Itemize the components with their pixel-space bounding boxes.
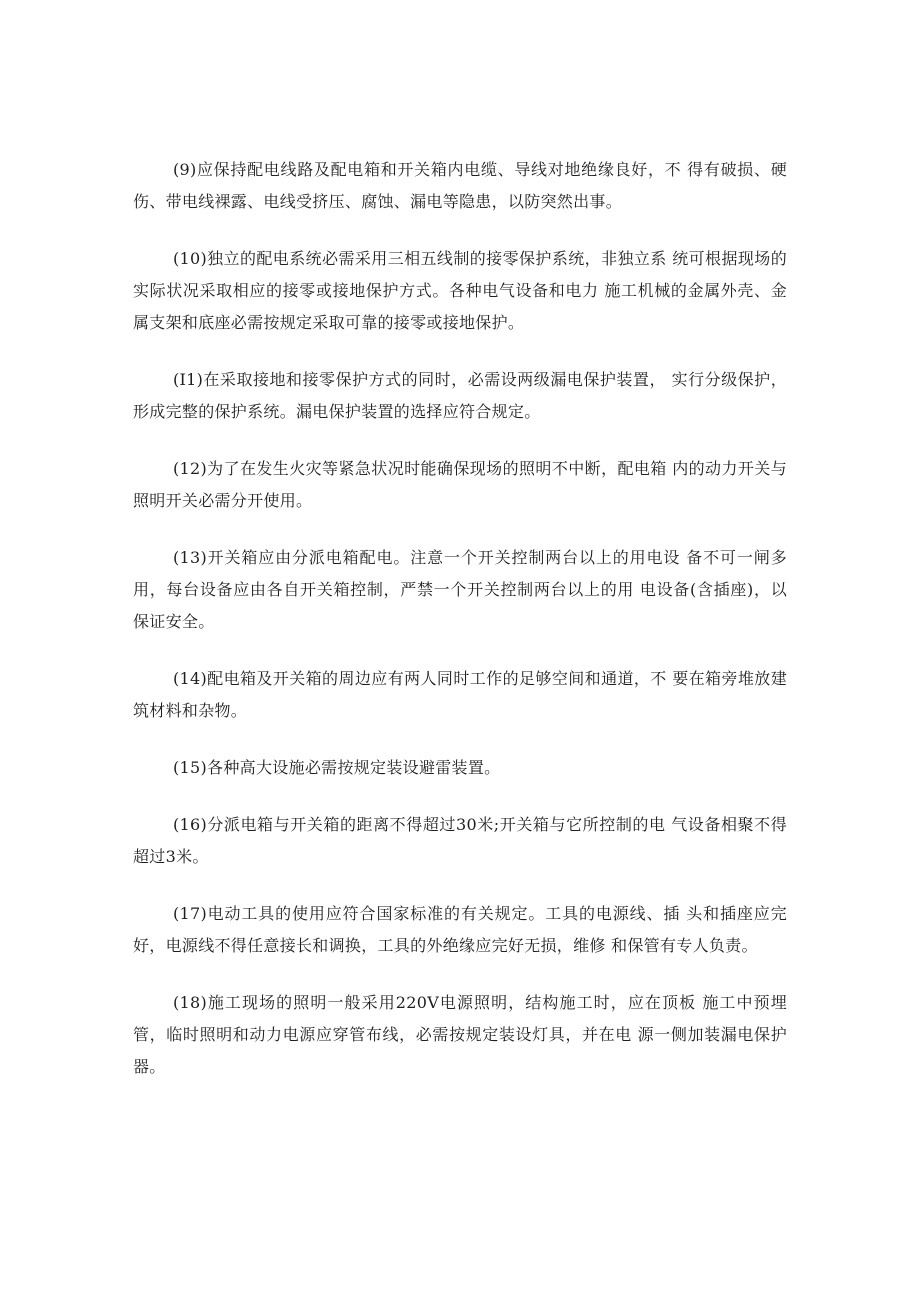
paragraph-item-12: (12)为了在发生火灾等紧急状况时能确保现场的照明不中断，配电箱 内的动力开关与照明开关必需分开使用。 (133, 459, 787, 510)
paragraph-item-15: (15)各种高大设施必需按规定装设避雷装置。 (173, 758, 501, 777)
paragraph-item-11: (I1)在采取接地和接零保护方式的同时，必需设两级漏电保护装置， 实行分级保护，形成完整的保护系统。漏电保护装置的选择应符合规定。 (133, 370, 787, 421)
paragraph-item-10: (10)独立的配电系统必需采用三相五线制的接零保护系统，非独立系 统可根据现场的实际状况采取相应的接零或接地保护方式。各种电气设备和电力 施工机械的金属外壳、金属支架和底座必需按规定采取可靠的接零或接地保护。 (133, 249, 787, 332)
paragraph-item-14: (14)配电箱及开关箱的周边应有两人同时工作的足够空间和通道，不 要在箱旁堆放建筑材料和杂物。 (133, 669, 787, 720)
paragraph-item-18: (18)施工现场的照明一般采用220V电源照明，结构施工时，应在顶板 施工中预埋管，临时照明和动力电源应穿管布线，必需按规定装设灯具，并在电 源一侧加装漏电保护器。 (133, 993, 787, 1076)
paragraph-item-16: (16)分派电箱与开关箱的距离不得超过30米;开关箱与它所控制的电 气设备相聚不得超过3米。 (133, 815, 787, 866)
paragraph-item-9: (9)应保持配电线路及配电箱和开关箱内电缆、导线对地绝缘良好，不 得有破损、硬伤、带电线裸露、电线受挤压、腐蚀、漏电等隐患，以防突然出事。 (133, 160, 787, 211)
paragraph-item-17: (17)电动工具的使用应符合国家标准的有关规定。工具的电源线、插 头和插座应完好，电源线不得任意接长和调换，工具的外绝缘应完好无损，维修 和保管有专人负责。 (133, 904, 787, 955)
paragraph-item-13: (13)开关箱应由分派电箱配电。注意一个开关控制两台以上的用电设 备不可一闸多用，每台设备应由各自开关箱控制，严禁一个开关控制两台以上的用 电设备(含插座)，以保证安全。 (133, 548, 787, 631)
